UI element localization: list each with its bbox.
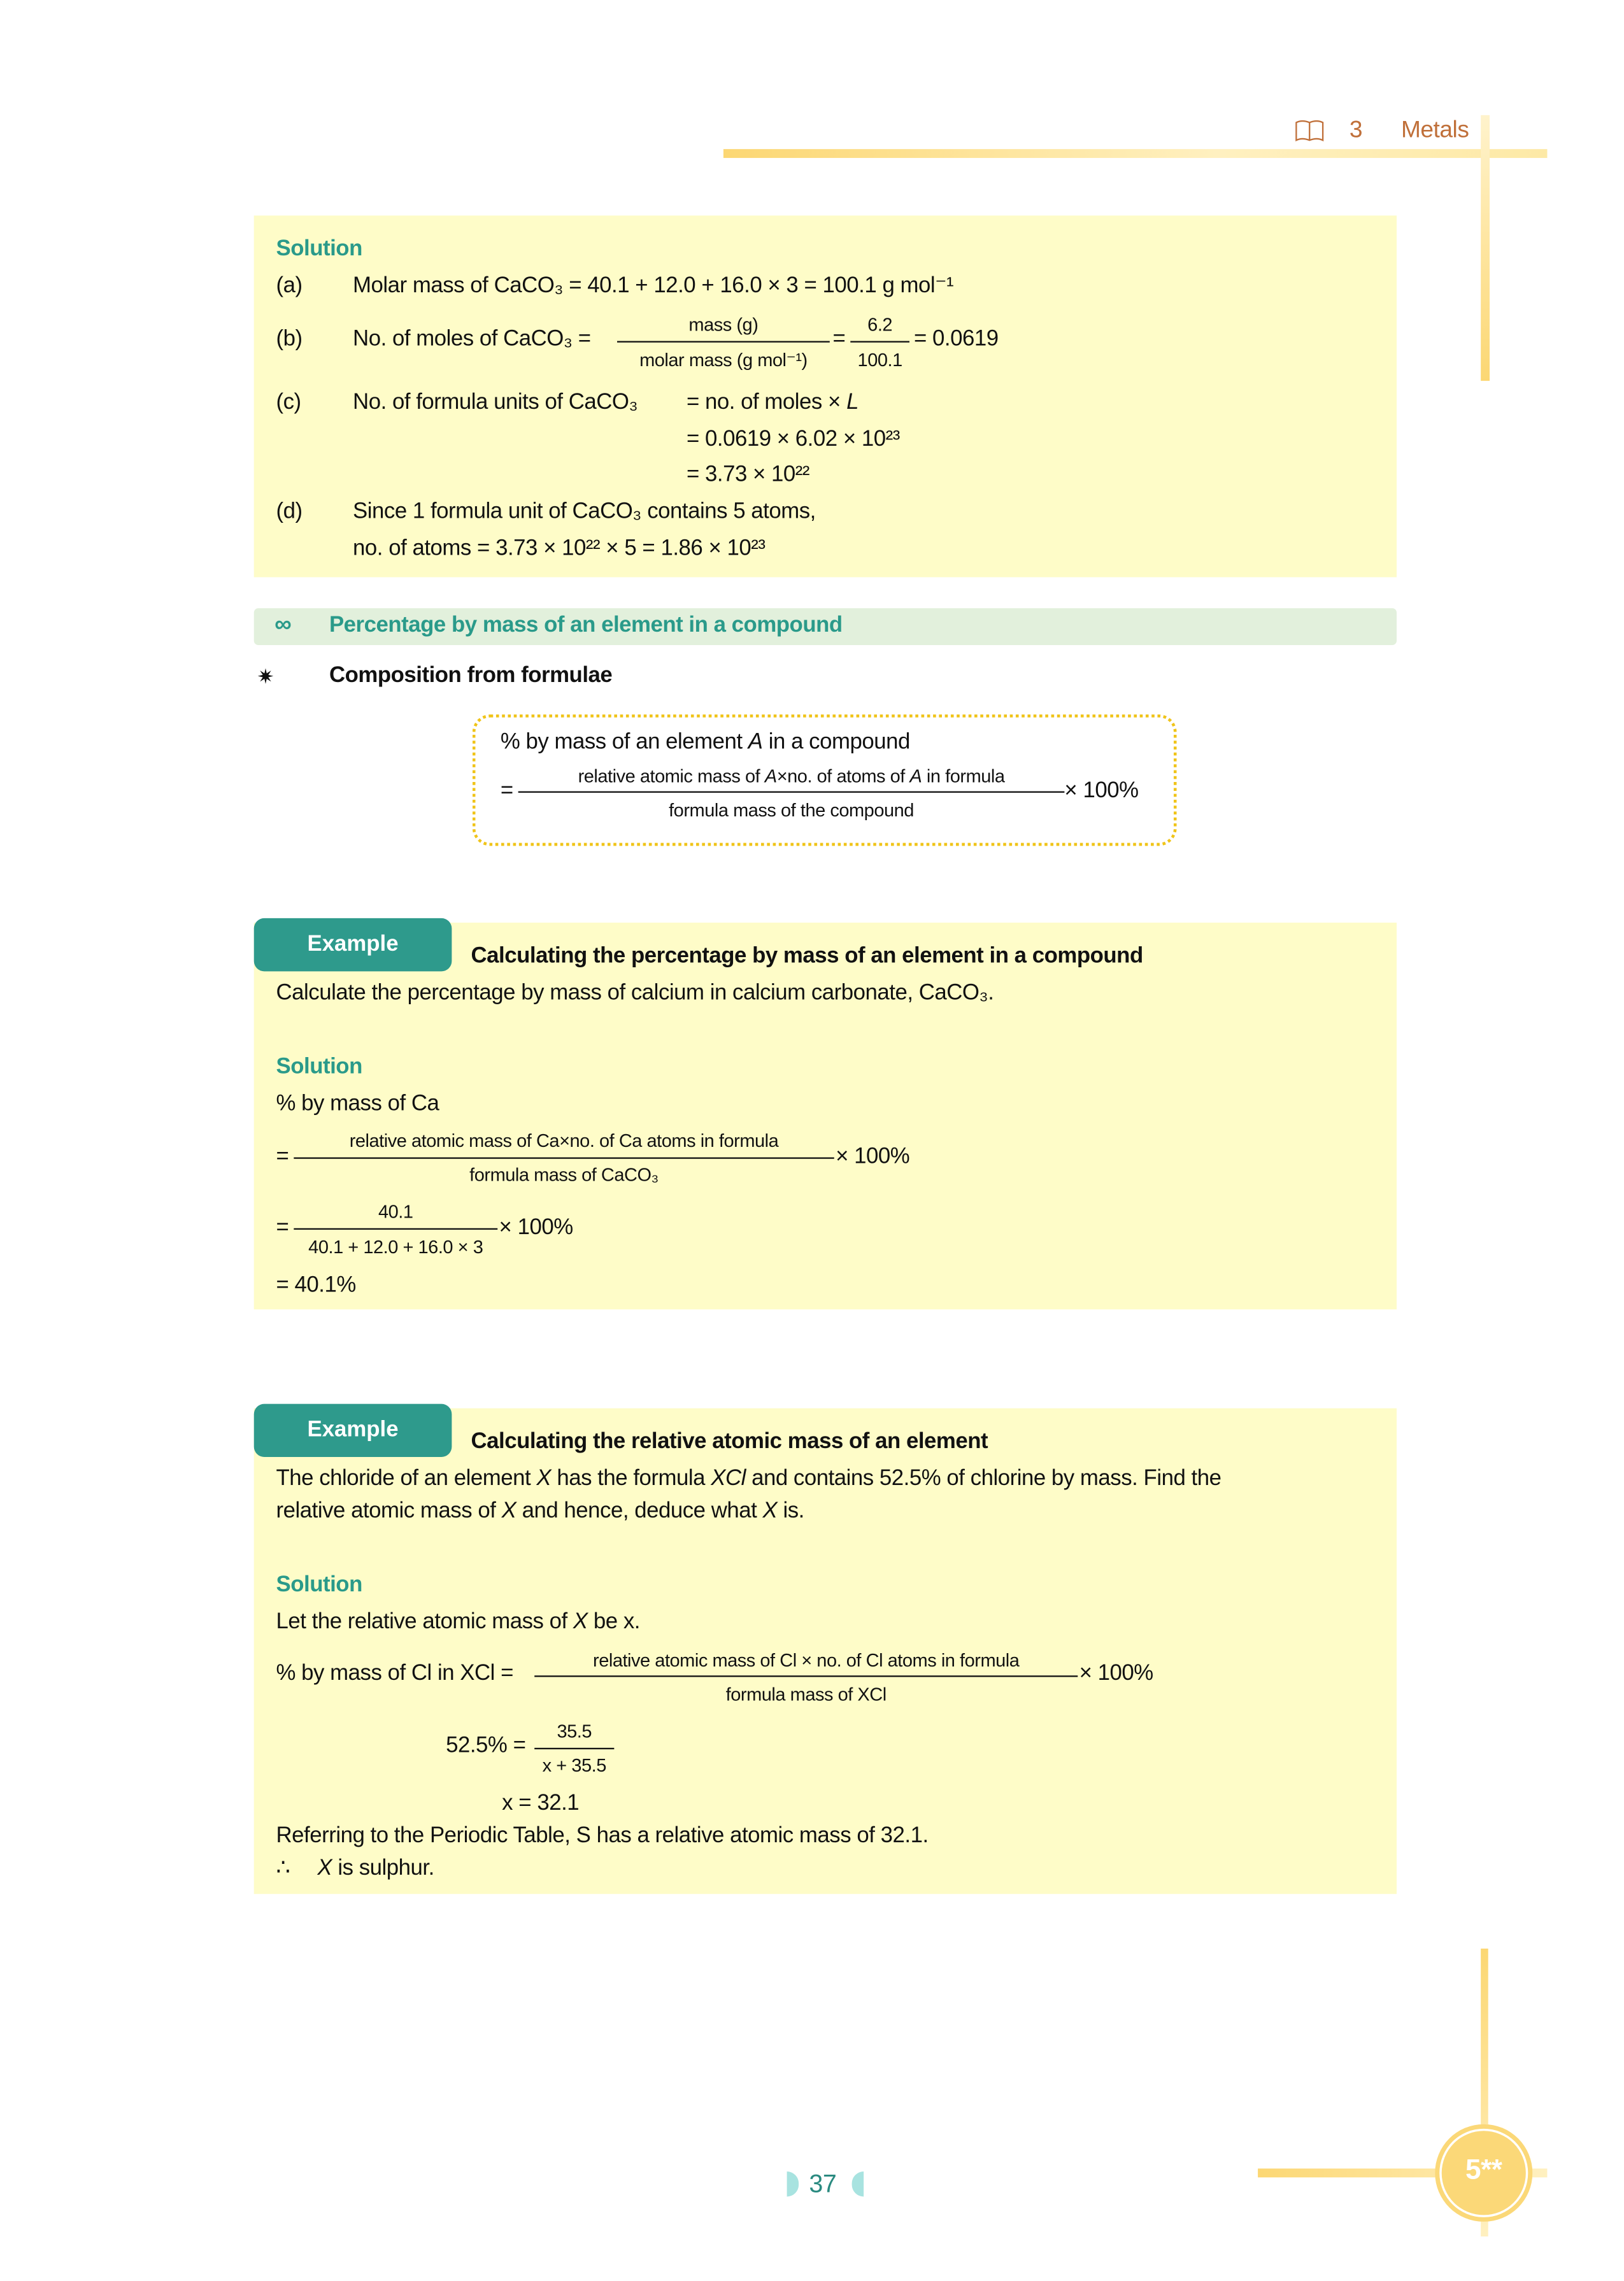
page-marker-left <box>787 2171 799 2196</box>
fraction-denominator: formula mass of XCl <box>725 1684 887 1705</box>
header-rule <box>723 149 1548 158</box>
result: = 40.1% <box>276 1272 356 1298</box>
part-b-result: = 0.0619 <box>913 326 999 352</box>
fraction-denominator: x + 35.5 <box>542 1755 606 1776</box>
solution-line: % by mass of Ca <box>276 1091 439 1116</box>
text: and hence, deduce what <box>516 1498 763 1524</box>
part-b-label: (b) <box>276 326 303 352</box>
let-line <box>276 1607 639 1637</box>
pct-lead: % by mass of Cl in XCl = <box>276 1660 513 1686</box>
chapter-number: 3 <box>1349 118 1362 143</box>
part-c-line2: = 0.0619 × 6.02 × 10²³ <box>686 426 900 452</box>
avogadro-constant: L <box>846 389 859 415</box>
fraction-numerator: 35.5 <box>557 1721 592 1742</box>
page-marker-right <box>852 2171 864 2196</box>
text: relative atomic mass of <box>276 1498 502 1524</box>
fraction-denominator: 100.1 <box>857 350 902 371</box>
text: is sulphur. <box>332 1855 434 1881</box>
text: The chloride of an element <box>276 1465 537 1491</box>
text: is. <box>777 1498 804 1524</box>
num-a: relative atomic mass of <box>578 766 765 787</box>
fraction-denominator: 40.1 + 12.0 + 16.0 × 3 <box>308 1237 483 1258</box>
times-100-percent: × 100% <box>499 1214 573 1240</box>
part-d-label: (d) <box>276 499 303 524</box>
solution-heading: Solution <box>276 1054 362 1079</box>
fraction-numerator: mass (g) <box>688 314 759 336</box>
example-tab: Example <box>254 1404 452 1457</box>
fraction-bar <box>534 1675 1078 1677</box>
text: be x. <box>587 1609 640 1635</box>
formula-var: A <box>748 729 763 755</box>
equals-sign: = <box>276 1144 289 1169</box>
fraction-bar <box>518 792 1065 793</box>
example-question: Calculate the percentage by mass of calcium in calcium carbonate, CaCO₃. <box>276 980 994 1005</box>
example-title: Calculating the percentage by mass of an element in a compound <box>471 943 1143 969</box>
fraction-denominator: formula mass of CaCO₃ <box>469 1165 659 1186</box>
fraction-denominator: formula mass of the compound <box>669 800 914 821</box>
part-a-label: (a) <box>276 273 303 299</box>
fraction-numerator: 6.2 <box>867 314 893 336</box>
part-c-label: (c) <box>276 389 301 415</box>
num-c: in formula <box>922 766 1005 787</box>
fraction-denominator: molar mass (g mol⁻¹) <box>639 350 808 371</box>
fraction-bar <box>294 1228 497 1230</box>
equals-sign: = <box>276 1214 289 1240</box>
formula-line1-b: in a compound <box>762 729 910 755</box>
part-a-text: Molar mass of CaCO₃ = 40.1 + 12.0 + 16.0 × 3 = 100.1 g mol⁻¹ <box>353 273 954 299</box>
solution-heading: Solution <box>276 1572 362 1598</box>
var: X <box>573 1609 588 1635</box>
x-result: x = 32.1 <box>502 1790 580 1816</box>
var: X <box>317 1855 332 1881</box>
fraction-numerator: 40.1 <box>378 1201 413 1223</box>
text: and contains 52.5% of chlorine by mass. Find the <box>745 1465 1222 1491</box>
referring-line: Referring to the Periodic Table, S has a relative atomic mass of 32.1. <box>276 1823 929 1849</box>
var: XCl <box>711 1465 746 1491</box>
times-100-percent: × 100% <box>1079 1660 1153 1686</box>
section-title: Percentage by mass of an element in a compound <box>329 613 843 638</box>
level-badge-text: 5** <box>1465 2155 1502 2187</box>
chapter-title: Metals <box>1400 118 1469 143</box>
pct-value: 52.5% = <box>446 1733 526 1758</box>
var: X <box>501 1498 516 1524</box>
part-c-line3: = 3.73 × 10²² <box>686 462 810 487</box>
var: X <box>536 1465 552 1491</box>
example-tab: Example <box>254 918 452 971</box>
part-b-lead: No. of moles of CaCO₃ = <box>353 326 591 352</box>
num-var2: A <box>909 766 922 787</box>
formula-line1-a: % by mass of an element <box>500 729 748 755</box>
text: has the formula <box>551 1465 711 1491</box>
fraction-numerator <box>518 763 1065 790</box>
num-b: ×no. of atoms of <box>776 766 910 787</box>
fraction-bar <box>534 1748 614 1749</box>
subheading: Composition from formulae <box>329 662 613 688</box>
question-line1 <box>276 1465 1221 1494</box>
text: Let the relative atomic mass of <box>276 1609 573 1635</box>
equals-sign: = <box>832 326 846 352</box>
var: X <box>762 1498 778 1524</box>
part-d-line2: no. of atoms = 3.73 × 10²² × 5 = 1.86 × 10²³ <box>353 536 766 561</box>
solution-heading: Solution <box>276 236 362 262</box>
fraction-bar <box>617 341 830 342</box>
fraction-bar <box>294 1157 834 1158</box>
section-icon: ∞ <box>274 613 292 638</box>
part-d-line1: Since 1 formula unit of CaCO₃ contains 5 atoms, <box>353 499 816 524</box>
page-number: 37 <box>809 2170 837 2198</box>
part-c-lead: No. of formula units of CaCO₃ <box>353 389 638 415</box>
fraction-numerator: relative atomic mass of Cl × no. of Cl atoms in formula <box>593 1650 1020 1672</box>
fraction-numerator: relative atomic mass of Ca×no. of Ca atoms in formula <box>349 1130 779 1152</box>
example-title: Calculating the relative atomic mass of an element <box>471 1428 988 1454</box>
times-100-percent: × 100% <box>836 1144 910 1169</box>
header-vertical-rule <box>1481 115 1490 381</box>
part-c-line1-text: = no. of moles × <box>686 389 847 415</box>
fraction-bar <box>850 341 909 342</box>
book-icon <box>1295 120 1324 142</box>
question-line2 <box>276 1497 804 1526</box>
conclusion <box>317 1854 434 1884</box>
part-c-line1 <box>687 388 858 418</box>
therefore-symbol: ∴ <box>276 1855 290 1881</box>
times-100-percent: × 100% <box>1064 778 1139 804</box>
bullet-star-icon: ✷ <box>257 664 274 688</box>
formula-line1 <box>501 728 910 757</box>
num-var1: A <box>764 766 777 787</box>
equals-sign: = <box>500 778 513 804</box>
